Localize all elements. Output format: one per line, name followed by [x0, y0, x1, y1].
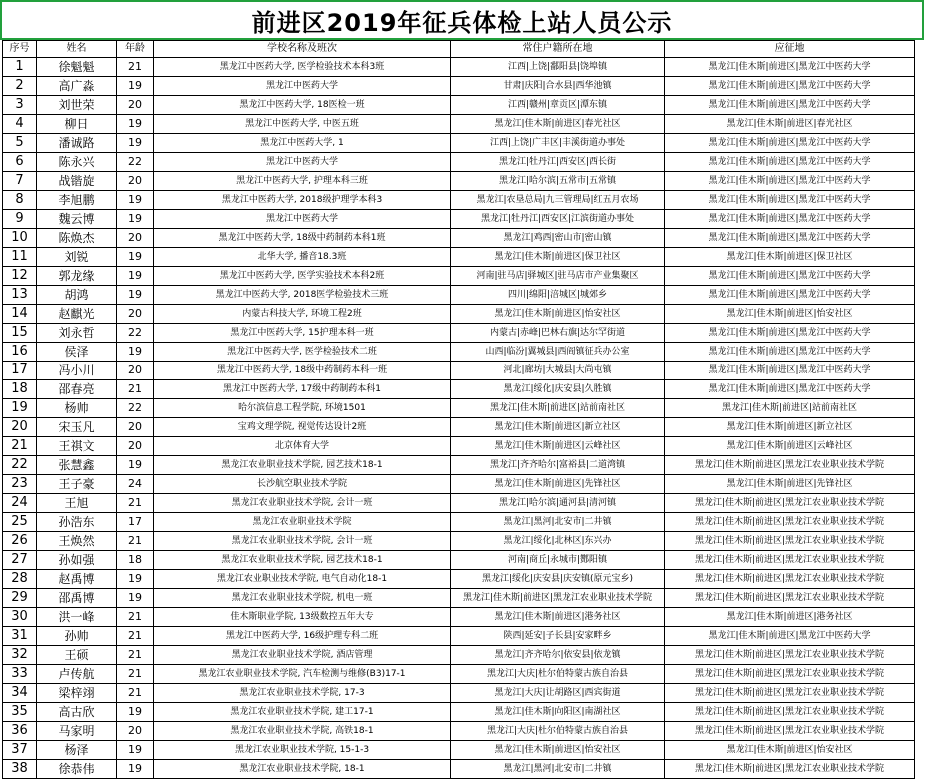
- cell-name: 孙浩东: [37, 513, 117, 532]
- cell-residence: 甘肃|庆阳|合水县|西华池镇: [451, 76, 665, 95]
- cell-name: 孙如强: [37, 551, 117, 570]
- cell-school: 黑龙江中医药大学, 中医五班: [154, 114, 451, 133]
- cell-index: 24: [3, 494, 37, 513]
- cell-residence: 黑龙江|佳木斯|前进区|先锋社区: [451, 475, 665, 494]
- cell-residence: 黑龙江|牡丹江|西安区|西长街: [451, 152, 665, 171]
- table-row: [3, 228, 915, 247]
- table-row: [3, 589, 915, 608]
- cell-residence: 黑龙江|齐齐哈尔|富裕县|二道湾镇: [451, 456, 665, 475]
- table-row: [3, 152, 915, 171]
- cell-school: 黑龙江农业职业技术学院, 18-1: [154, 759, 451, 778]
- cell-residence: 黑龙江|佳木斯|前进区|港务社区: [451, 608, 665, 627]
- cell-school: 黑龙江中医药大学: [154, 209, 451, 228]
- cell-school: 北华大学, 播音18.3班: [154, 247, 451, 266]
- cell-index: 27: [3, 551, 37, 570]
- cell-enlist: 黑龙江|佳木斯|前进区|黑龙江中医药大学: [665, 228, 915, 247]
- cell-age: 19: [117, 702, 154, 721]
- cell-age: 21: [117, 532, 154, 551]
- cell-enlist: 黑龙江|佳木斯|前进区|黑龙江中医药大学: [665, 152, 915, 171]
- cell-name: 杨泽: [37, 740, 117, 759]
- cell-age: 20: [117, 304, 154, 323]
- cell-index: 13: [3, 285, 37, 304]
- cell-index: 30: [3, 608, 37, 627]
- table-row: [3, 95, 915, 114]
- cell-age: 21: [117, 608, 154, 627]
- cell-residence: 黑龙江|佳木斯|前进区|云峰社区: [451, 437, 665, 456]
- cell-enlist: 黑龙江|佳木斯|前进区|黑龙江农业职业技术学院: [665, 513, 915, 532]
- cell-residence: 黑龙江|哈尔滨|通河县|清河镇: [451, 494, 665, 513]
- cell-name: 邵禹博: [37, 589, 117, 608]
- cell-enlist: 黑龙江|佳木斯|前进区|保卫社区: [665, 247, 915, 266]
- cell-age: 19: [117, 740, 154, 759]
- cell-residence: 黑龙江|佳木斯|前进区|保卫社区: [451, 247, 665, 266]
- cell-name: 高古欣: [37, 702, 117, 721]
- cell-enlist: 黑龙江|佳木斯|前进区|先锋社区: [665, 475, 915, 494]
- cell-school: 黑龙江中医药大学, 护理本科三班: [154, 171, 451, 190]
- col-header-residence: 常住户籍所在地: [451, 41, 665, 58]
- cell-residence: 江西|上饶|鄱阳县|饶埠镇: [451, 58, 665, 77]
- cell-age: 21: [117, 58, 154, 77]
- cell-age: 21: [117, 665, 154, 684]
- cell-school: 黑龙江中医药大学, 2018医学检验技术三班: [154, 285, 451, 304]
- cell-school: 黑龙江农业职业技术学院, 园艺技术18-1: [154, 551, 451, 570]
- cell-age: 19: [117, 209, 154, 228]
- cell-index: 12: [3, 266, 37, 285]
- cell-school: 黑龙江中医药大学, 医学检验技术本科3班: [154, 58, 451, 77]
- cell-enlist: 黑龙江|佳木斯|前进区|黑龙江中医药大学: [665, 266, 915, 285]
- cell-enlist: 黑龙江|佳木斯|前进区|黑龙江农业职业技术学院: [665, 646, 915, 665]
- cell-index: 26: [3, 532, 37, 551]
- cell-name: 徐恭伟: [37, 759, 117, 778]
- cell-school: 黑龙江中医药大学: [154, 152, 451, 171]
- cell-residence: 黑龙江|鸡西|密山市|密山镇: [451, 228, 665, 247]
- cell-enlist: 黑龙江|佳木斯|前进区|黑龙江农业职业技术学院: [665, 532, 915, 551]
- cell-enlist: 黑龙江|佳木斯|前进区|黑龙江农业职业技术学院: [665, 702, 915, 721]
- col-header-enlist: 应征地: [665, 41, 915, 58]
- cell-school: 宝鸡文理学院, 视觉传达设计2班: [154, 418, 451, 437]
- table-row: [3, 399, 915, 418]
- cell-school: 黑龙江农业职业技术学院, 高铁18-1: [154, 721, 451, 740]
- table-row: [3, 456, 915, 475]
- cell-name: 陈永兴: [37, 152, 117, 171]
- col-header-index: 序号: [3, 41, 37, 58]
- cell-index: 5: [3, 133, 37, 152]
- cell-name: 潘诚路: [37, 133, 117, 152]
- cell-school: 佳木斯职业学院, 13级数控五年大专: [154, 608, 451, 627]
- cell-name: 王旭: [37, 494, 117, 513]
- cell-school: 黑龙江中医药大学: [154, 76, 451, 95]
- table-row: [3, 380, 915, 399]
- cell-age: 19: [117, 285, 154, 304]
- cell-index: 22: [3, 456, 37, 475]
- cell-school: 黑龙江中医药大学, 2018级护理学本科3: [154, 190, 451, 209]
- cell-index: 25: [3, 513, 37, 532]
- cell-age: 20: [117, 361, 154, 380]
- cell-enlist: 黑龙江|佳木斯|前进区|黑龙江农业职业技术学院: [665, 570, 915, 589]
- cell-index: 36: [3, 721, 37, 740]
- cell-enlist: 黑龙江|佳木斯|前进区|黑龙江中医药大学: [665, 627, 915, 646]
- cell-school: 黑龙江农业职业技术学院, 机电一班: [154, 589, 451, 608]
- cell-school: 黑龙江农业职业技术学院, 电气自动化18-1: [154, 570, 451, 589]
- cell-name: 刘永哲: [37, 323, 117, 342]
- table-row: [3, 570, 915, 589]
- cell-residence: 陕西|延安|子长县|安家畔乡: [451, 627, 665, 646]
- cell-age: 22: [117, 323, 154, 342]
- cell-enlist: 黑龙江|佳木斯|前进区|怡安社区: [665, 740, 915, 759]
- cell-school: 北京体育大学: [154, 437, 451, 456]
- cell-index: 6: [3, 152, 37, 171]
- cell-index: 10: [3, 228, 37, 247]
- cell-residence: 黑龙江|牡丹江|西安区|江滨街道办事处: [451, 209, 665, 228]
- cell-enlist: 黑龙江|佳木斯|前进区|黑龙江中医药大学: [665, 190, 915, 209]
- cell-index: 23: [3, 475, 37, 494]
- cell-residence: 黑龙江|齐齐哈尔|依安县|依龙镇: [451, 646, 665, 665]
- cell-index: 32: [3, 646, 37, 665]
- cell-index: 2: [3, 76, 37, 95]
- table-row: [3, 418, 915, 437]
- cell-residence: 江西|赣州|章贡区|潭东镇: [451, 95, 665, 114]
- cell-name: 宋玉凡: [37, 418, 117, 437]
- cell-enlist: 黑龙江|佳木斯|前进区|黑龙江农业职业技术学院: [665, 456, 915, 475]
- cell-residence: 黑龙江|绥化|庆安县|久胜镇: [451, 380, 665, 399]
- cell-index: 18: [3, 380, 37, 399]
- cell-residence: 黑龙江|佳木斯|向阳区|南湖社区: [451, 702, 665, 721]
- table-row: [3, 76, 915, 95]
- cell-school: 长沙航空职业技术学院: [154, 475, 451, 494]
- cell-school: 黑龙江农业职业技术学院, 汽车检测与维修(B3)17-1: [154, 665, 451, 684]
- cell-school: 黑龙江农业职业技术学院, 会计一班: [154, 532, 451, 551]
- cell-index: 7: [3, 171, 37, 190]
- cell-name: 张慧鑫: [37, 456, 117, 475]
- cell-name: 徐魁魁: [37, 58, 117, 77]
- cell-enlist: 黑龙江|佳木斯|前进区|黑龙江中医药大学: [665, 58, 915, 77]
- cell-enlist: 黑龙江|佳木斯|前进区|春光社区: [665, 114, 915, 133]
- table-row: [3, 58, 915, 77]
- cell-age: 19: [117, 133, 154, 152]
- cell-age: 22: [117, 399, 154, 418]
- cell-index: 17: [3, 361, 37, 380]
- cell-residence: 黑龙江|大庆|杜尔伯特蒙古族自治县: [451, 721, 665, 740]
- cell-enlist: 黑龙江|佳木斯|前进区|站前南社区: [665, 399, 915, 418]
- table-row: [3, 247, 915, 266]
- cell-name: 王焕然: [37, 532, 117, 551]
- cell-residence: 黑龙江|佳木斯|前进区|怡安社区: [451, 304, 665, 323]
- cell-school: 黑龙江中医药大学, 15护理本科一班: [154, 323, 451, 342]
- cell-enlist: 黑龙江|佳木斯|前进区|黑龙江农业职业技术学院: [665, 494, 915, 513]
- col-header-school: 学校名称及班次: [154, 41, 451, 58]
- cell-age: 21: [117, 646, 154, 665]
- cell-enlist: 黑龙江|佳木斯|前进区|云峰社区: [665, 437, 915, 456]
- cell-residence: 黑龙江|佳木斯|前进区|站前南社区: [451, 399, 665, 418]
- cell-enlist: 黑龙江|佳木斯|前进区|黑龙江中医药大学: [665, 380, 915, 399]
- cell-age: 19: [117, 570, 154, 589]
- table-row: [3, 171, 915, 190]
- table-row: [3, 683, 915, 702]
- cell-enlist: 黑龙江|佳木斯|前进区|黑龙江农业职业技术学院: [665, 683, 915, 702]
- cell-residence: 山西|临汾|翼城县|西阎镇征兵办公室: [451, 342, 665, 361]
- table-row: [3, 513, 915, 532]
- table-row: [3, 323, 915, 342]
- table-row: [3, 304, 915, 323]
- cell-name: 胡鸿: [37, 285, 117, 304]
- cell-residence: 黑龙江|农垦总局|九三管理局|红五月农场: [451, 190, 665, 209]
- cell-school: 黑龙江中医药大学, 18级中药制药本科1班: [154, 228, 451, 247]
- cell-school: 哈尔滨信息工程学院, 环境1501: [154, 399, 451, 418]
- cell-index: 3: [3, 95, 37, 114]
- cell-name: 王子豪: [37, 475, 117, 494]
- cell-index: 11: [3, 247, 37, 266]
- cell-index: 14: [3, 304, 37, 323]
- cell-school: 黑龙江农业职业技术学院, 建工17-1: [154, 702, 451, 721]
- cell-age: 18: [117, 551, 154, 570]
- cell-index: 37: [3, 740, 37, 759]
- cell-name: 梁梓翊: [37, 683, 117, 702]
- cell-name: 邵春亮: [37, 380, 117, 399]
- cell-age: 21: [117, 380, 154, 399]
- cell-age: 19: [117, 247, 154, 266]
- table-row: [3, 266, 915, 285]
- table-row: [3, 437, 915, 456]
- cell-school: 黑龙江中医药大学, 医学实验技术本科2班: [154, 266, 451, 285]
- cell-index: 28: [3, 570, 37, 589]
- table-row: [3, 342, 915, 361]
- cell-enlist: 黑龙江|佳木斯|前进区|黑龙江农业职业技术学院: [665, 665, 915, 684]
- cell-school: 黑龙江中医药大学, 1: [154, 133, 451, 152]
- cell-name: 战锴旋: [37, 171, 117, 190]
- table-row: [3, 646, 915, 665]
- col-header-name: 姓名: [37, 41, 117, 58]
- cell-name: 杨帅: [37, 399, 117, 418]
- cell-age: 21: [117, 627, 154, 646]
- cell-name: 赵麒光: [37, 304, 117, 323]
- cell-residence: 黑龙江|哈尔滨|五常市|五常镇: [451, 171, 665, 190]
- cell-residence: 内蒙古|赤峰|巴林右旗|达尔罕街道: [451, 323, 665, 342]
- table-row: [3, 114, 915, 133]
- cell-school: 黑龙江中医药大学, 16级护理专科二班: [154, 627, 451, 646]
- cell-residence: 河南|驻马店|驿城区|驻马店市产业集聚区: [451, 266, 665, 285]
- cell-age: 20: [117, 228, 154, 247]
- cell-enlist: 黑龙江|佳木斯|前进区|黑龙江农业职业技术学院: [665, 589, 915, 608]
- cell-index: 8: [3, 190, 37, 209]
- cell-index: 35: [3, 702, 37, 721]
- table-row: [3, 190, 915, 209]
- cell-age: 20: [117, 721, 154, 740]
- cell-residence: 黑龙江|绥化|北林区|东兴办: [451, 532, 665, 551]
- cell-index: 4: [3, 114, 37, 133]
- cell-enlist: 黑龙江|佳木斯|前进区|黑龙江中医药大学: [665, 323, 915, 342]
- cell-name: 马家明: [37, 721, 117, 740]
- table-row: [3, 494, 915, 513]
- cell-index: 29: [3, 589, 37, 608]
- cell-age: 20: [117, 95, 154, 114]
- cell-age: 19: [117, 342, 154, 361]
- cell-residence: 黑龙江|大庆|让胡路区|西宾街道: [451, 683, 665, 702]
- cell-residence: 江西|上饶|广丰区|丰溪街道办事处: [451, 133, 665, 152]
- cell-school: 黑龙江农业职业技术学院, 酒店管理: [154, 646, 451, 665]
- table-row: [3, 721, 915, 740]
- cell-school: 黑龙江农业职业技术学院, 17-3: [154, 683, 451, 702]
- cell-age: 19: [117, 456, 154, 475]
- table-row: [3, 702, 915, 721]
- cell-age: 19: [117, 266, 154, 285]
- cell-name: 洪一峰: [37, 608, 117, 627]
- cell-age: 24: [117, 475, 154, 494]
- table-row: [3, 740, 915, 759]
- header-row: [3, 41, 915, 58]
- cell-age: 21: [117, 494, 154, 513]
- cell-age: 19: [117, 759, 154, 778]
- table-row: [3, 551, 915, 570]
- cell-name: 孙帅: [37, 627, 117, 646]
- cell-age: 19: [117, 190, 154, 209]
- cell-name: 侯泽: [37, 342, 117, 361]
- cell-residence: 四川|绵阳|涪城区|城郊乡: [451, 285, 665, 304]
- table-row: [3, 475, 915, 494]
- cell-residence: 黑龙江|佳木斯|前进区|春光社区: [451, 114, 665, 133]
- cell-name: 郭龙缘: [37, 266, 117, 285]
- cell-enlist: 黑龙江|佳木斯|前进区|黑龙江中医药大学: [665, 95, 915, 114]
- cell-age: 19: [117, 76, 154, 95]
- cell-age: 21: [117, 683, 154, 702]
- cell-age: 20: [117, 171, 154, 190]
- cell-enlist: 黑龙江|佳木斯|前进区|港务社区: [665, 608, 915, 627]
- cell-residence: 河北|廊坊|大城县|大尚屯镇: [451, 361, 665, 380]
- cell-name: 陈焕杰: [37, 228, 117, 247]
- cell-name: 赵禹博: [37, 570, 117, 589]
- cell-index: 33: [3, 665, 37, 684]
- cell-enlist: 黑龙江|佳木斯|前进区|黑龙江农业职业技术学院: [665, 721, 915, 740]
- cell-age: 19: [117, 114, 154, 133]
- cell-school: 黑龙江农业职业技术学院, 会计一班: [154, 494, 451, 513]
- cell-school: 黑龙江中医药大学, 18医检一班: [154, 95, 451, 114]
- cell-residence: 黑龙江|绥化|庆安县|庆安镇(原元宝乡): [451, 570, 665, 589]
- table-row: [3, 759, 915, 778]
- cell-enlist: 黑龙江|佳木斯|前进区|怡安社区: [665, 304, 915, 323]
- personnel-table: [2, 40, 915, 779]
- cell-index: 21: [3, 437, 37, 456]
- table-row: [3, 209, 915, 228]
- cell-school: 黑龙江农业职业技术学院: [154, 513, 451, 532]
- cell-enlist: 黑龙江|佳木斯|前进区|黑龙江中医药大学: [665, 133, 915, 152]
- cell-residence: 黑龙江|佳木斯|前进区|新立社区: [451, 418, 665, 437]
- cell-residence: 黑龙江|佳木斯|前进区|怡安社区: [451, 740, 665, 759]
- cell-school: 黑龙江农业职业技术学院, 15-1-3: [154, 740, 451, 759]
- cell-index: 20: [3, 418, 37, 437]
- cell-age: 17: [117, 513, 154, 532]
- cell-enlist: 黑龙江|佳木斯|前进区|黑龙江中医药大学: [665, 76, 915, 95]
- cell-residence: 黑龙江|黑河|北安市|二井镇: [451, 759, 665, 778]
- cell-residence: 河南|商丘|永城市|酂阳镇: [451, 551, 665, 570]
- cell-residence: 黑龙江|大庆|杜尔伯特蒙古族自治县: [451, 665, 665, 684]
- cell-enlist: 黑龙江|佳木斯|前进区|黑龙江中医药大学: [665, 285, 915, 304]
- cell-index: 1: [3, 58, 37, 77]
- cell-residence: 黑龙江|佳木斯|前进区|黑龙江农业职业技术学院: [451, 589, 665, 608]
- cell-enlist: 黑龙江|佳木斯|前进区|新立社区: [665, 418, 915, 437]
- cell-age: 20: [117, 437, 154, 456]
- cell-age: 22: [117, 152, 154, 171]
- cell-enlist: 黑龙江|佳木斯|前进区|黑龙江中医药大学: [665, 342, 915, 361]
- cell-enlist: 黑龙江|佳木斯|前进区|黑龙江中医药大学: [665, 171, 915, 190]
- table-row: [3, 532, 915, 551]
- cell-school: 黑龙江中医药大学, 医学检验技术二班: [154, 342, 451, 361]
- table-row: [3, 133, 915, 152]
- cell-enlist: 黑龙江|佳木斯|前进区|黑龙江中医药大学: [665, 209, 915, 228]
- cell-name: 魏云博: [37, 209, 117, 228]
- cell-age: 19: [117, 589, 154, 608]
- cell-school: 黑龙江中医药大学, 17级中药制药本科1: [154, 380, 451, 399]
- cell-school: 内蒙古科技大学, 环境工程2班: [154, 304, 451, 323]
- cell-index: 34: [3, 683, 37, 702]
- table-row: [3, 608, 915, 627]
- table-row: [3, 285, 915, 304]
- sheet-title: 前进区2019年征兵体检上站人员公示: [0, 0, 924, 40]
- table-row: [3, 665, 915, 684]
- cell-enlist: 黑龙江|佳木斯|前进区|黑龙江农业职业技术学院: [665, 759, 915, 778]
- cell-name: 王硕: [37, 646, 117, 665]
- cell-index: 38: [3, 759, 37, 778]
- cell-name: 王祺文: [37, 437, 117, 456]
- cell-index: 16: [3, 342, 37, 361]
- cell-name: 刘锐: [37, 247, 117, 266]
- cell-residence: 黑龙江|黑河|北安市|二井镇: [451, 513, 665, 532]
- cell-index: 9: [3, 209, 37, 228]
- cell-name: 高广淼: [37, 76, 117, 95]
- col-header-age: 年龄: [117, 41, 154, 58]
- cell-school: 黑龙江中医药大学, 18级中药制药本科一班: [154, 361, 451, 380]
- cell-enlist: 黑龙江|佳木斯|前进区|黑龙江中医药大学: [665, 361, 915, 380]
- cell-school: 黑龙江农业职业技术学院, 园艺技术18-1: [154, 456, 451, 475]
- cell-index: 15: [3, 323, 37, 342]
- table-row: [3, 627, 915, 646]
- cell-index: 19: [3, 399, 37, 418]
- cell-name: 刘世荣: [37, 95, 117, 114]
- cell-name: 柳日: [37, 114, 117, 133]
- cell-enlist: 黑龙江|佳木斯|前进区|黑龙江农业职业技术学院: [665, 551, 915, 570]
- cell-name: 卢传航: [37, 665, 117, 684]
- cell-name: 李旭鹏: [37, 190, 117, 209]
- cell-age: 20: [117, 418, 154, 437]
- cell-name: 冯小川: [37, 361, 117, 380]
- table-row: [3, 361, 915, 380]
- cell-index: 31: [3, 627, 37, 646]
